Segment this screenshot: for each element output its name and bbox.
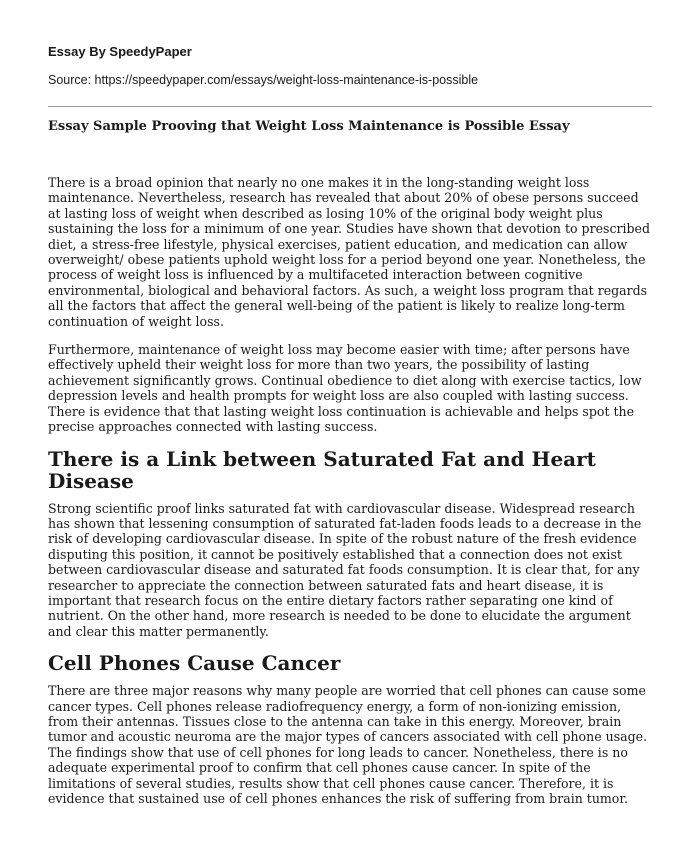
section-heading-saturated-fat: There is a Link between Saturated Fat and Heart Disease <box>48 446 596 493</box>
document-header-title: Essay By SpeedyPaper <box>48 44 192 59</box>
intro-paragraph-2: Furthermore, maintenance of weight loss may become easier with time; after persons have effectively upheld their weight loss for more than two years, the possibility of lasting achievement significantly grows. Continual obedience to diet along with exercise tactics, low depression levels and health prompts for weight loss are also coupled with lasting success. There is evidence that that lasting weight loss continuation is achievable and helps spot the precise approaches connected with lasting success. <box>48 342 642 435</box>
section-paragraph-saturated-fat: Strong scientific proof links saturated fat with cardiovascular disease. Widespread research has shown that lessening consumption of saturated fat-laden foods leads to a decrease in the risk of developing cardiovascular disease. In spite of the robust nature of the fresh evidence disputing this position, it cannot be positively established that a connection does not exist between cardiovascular disease and saturated fat foods consumption. It is clear that, for any researcher to appreciate the connection between saturated fats and heart disease, it is important that research focus on the entire dietary factors rather separating one kind of nutrient. On the other hand, more research is needed to be done to elucidate the argument and clear this matter permanently. <box>48 500 642 639</box>
section-paragraph-cell-phones: There are three major reasons why many people are worried that cell phones can cause some cancer types. Cell phones release radiofrequency energy, a form of non-ionizing emission, from their antennas. Tissues close to the antenna can take in this energy. Moreover, brain tumor and acoustic neuroma are the major types of cancers associated with cell phone usage. The findings show that use of cell phones for long leads to cancer. Nonetheless, there is no adequate experimental proof to confirm that cell phones cause cancer. In spite of the limitations of several studies, results show that cell phones cause cancer. Therefore, it is evidence that sustained use of cell phones enhances the risk of suffering from brain tumor. <box>48 683 648 806</box>
source-url: Source: https://speedypaper.com/essays/weight-loss-maintenance-is-possible <box>48 73 479 87</box>
essay-title: Essay Sample Prooving that Weight Loss Maintenance is Possible Essay <box>48 119 570 134</box>
header-divider <box>48 106 652 107</box>
essay-body <box>48 175 652 806</box>
intro-paragraph-1: There is a broad opinion that nearly no one makes it in the long-standing weight loss maintenance. Nevertheless, research has revealed that about 20% of obese persons succeed at lasting loss of weight when described as losing 10% of the original body weight plus sustaining the loss for a minimum of one year. Studies have shown that devotion to prescribed diet, a stress-free lifestyle, physical exercises, patient education, and medication can allow overweight/ obese patients uphold weight loss for a period beyond one year. Nonetheless, the process of weight loss is influenced by a multifaceted interaction between cognitive environmental, biological and behavioral factors. As such, a weight loss program that regards all the factors that affect the general well-being of the patient is likely to realize long-term continuation of weight loss. <box>48 175 650 329</box>
section-heading-cell-phones: Cell Phones Cause Cancer <box>48 651 341 676</box>
